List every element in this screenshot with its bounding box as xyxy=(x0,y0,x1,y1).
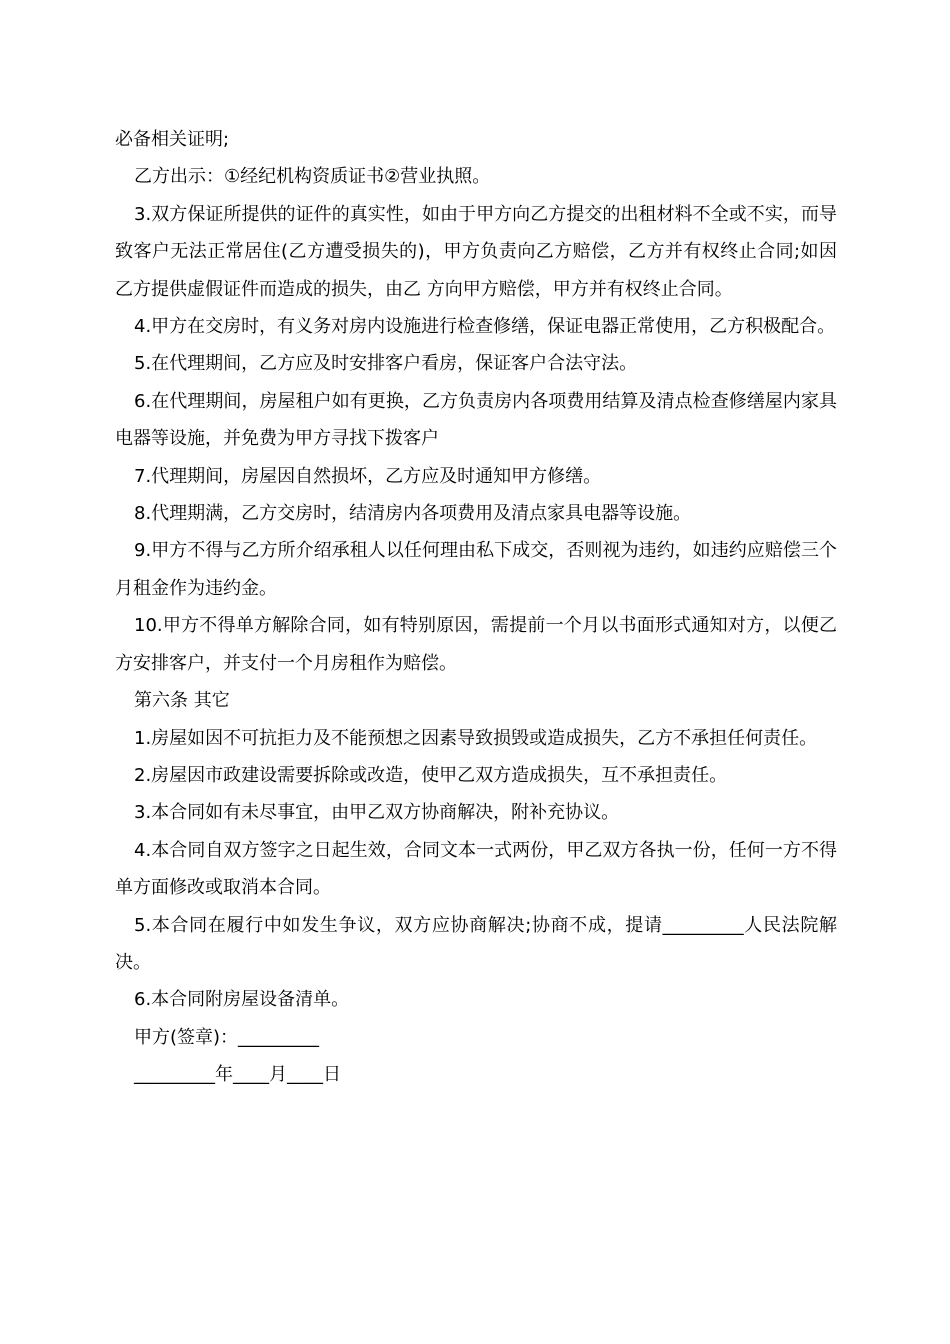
paragraph: 7.代理期间，房屋因自然损坏，乙方应及时通知甲方修缮。 xyxy=(134,465,602,487)
section-heading: 第六条 其它 xyxy=(134,690,230,712)
paragraph: 10.甲方不得单方解除合同，如有特别原因，需提前一个月以书面形式通知对方，以便乙方安排客户，并支付一个月房租作为赔偿。 xyxy=(115,615,837,674)
paragraph: 乙方出示：①经纪机构资质证书②营业执照。 xyxy=(134,166,491,188)
paragraph: 6.本合同附房屋设备清单。 xyxy=(134,989,350,1011)
paragraph: 3.双方保证所提供的证件的真实性，如由于甲方向乙方提交的出租材料不全或不实，而导致客户无法正常居住(乙方遭受损失的)，甲方负责向乙方赔偿，乙方并有权终止合同;如因乙方提供虚假证件而造成的损失，由乙 方向甲方赔偿，甲方并有权终止合同。 xyxy=(115,203,837,300)
document-page xyxy=(115,121,837,1094)
paragraph: 3.本合同如有未尽事宜，由甲乙双方协商解决，附补充协议。 xyxy=(134,802,620,824)
paragraph: 5.在代理期间，乙方应及时安排客户看房，保证客户合法守法。 xyxy=(134,353,638,375)
paragraph: 2.房屋因市政建设需要拆除或改造，使甲乙双方造成损失，互不承担责任。 xyxy=(134,764,728,786)
date-line: _________年____月____日 xyxy=(134,1064,341,1086)
signature-line: 甲方(签章)：_________ xyxy=(134,1026,320,1048)
paragraph: 8.代理期满，乙方交房时，结清房内各项费用及清点家具电器等设施。 xyxy=(134,503,692,525)
paragraph: 4.本合同自双方签字之日起生效，合同文本一式两份，甲乙双方各执一份，任何一方不得单方面修改或取消本合同。 xyxy=(115,839,837,899)
paragraph: 5.本合同在履行中如发生争议，双方应协商解决;协商不成，提请_________人民法院解决。 xyxy=(115,914,837,973)
paragraph: 9.甲方不得与乙方所介绍承租人以任何理由私下成交，否则视为违约，如违约应赔偿三个月租金作为违约金。 xyxy=(115,540,837,599)
paragraph: 6.在代理期间，房屋租户如有更换，乙方负责房内各项费用结算及清点检查修缮屋内家具电器等设施，并免费为甲方寻找下拨客户 xyxy=(115,390,837,450)
paragraph: 4.甲方在交房时，有义务对房内设施进行检查修缮，保证电器正常使用，乙方积极配合。 xyxy=(134,316,836,338)
paragraph: 1.房屋如因不可抗拒力及不能预想之因素导致损毁或造成损失，乙方不承担任何责任。 xyxy=(134,727,818,749)
paragraph: 必备相关证明; xyxy=(115,129,230,150)
